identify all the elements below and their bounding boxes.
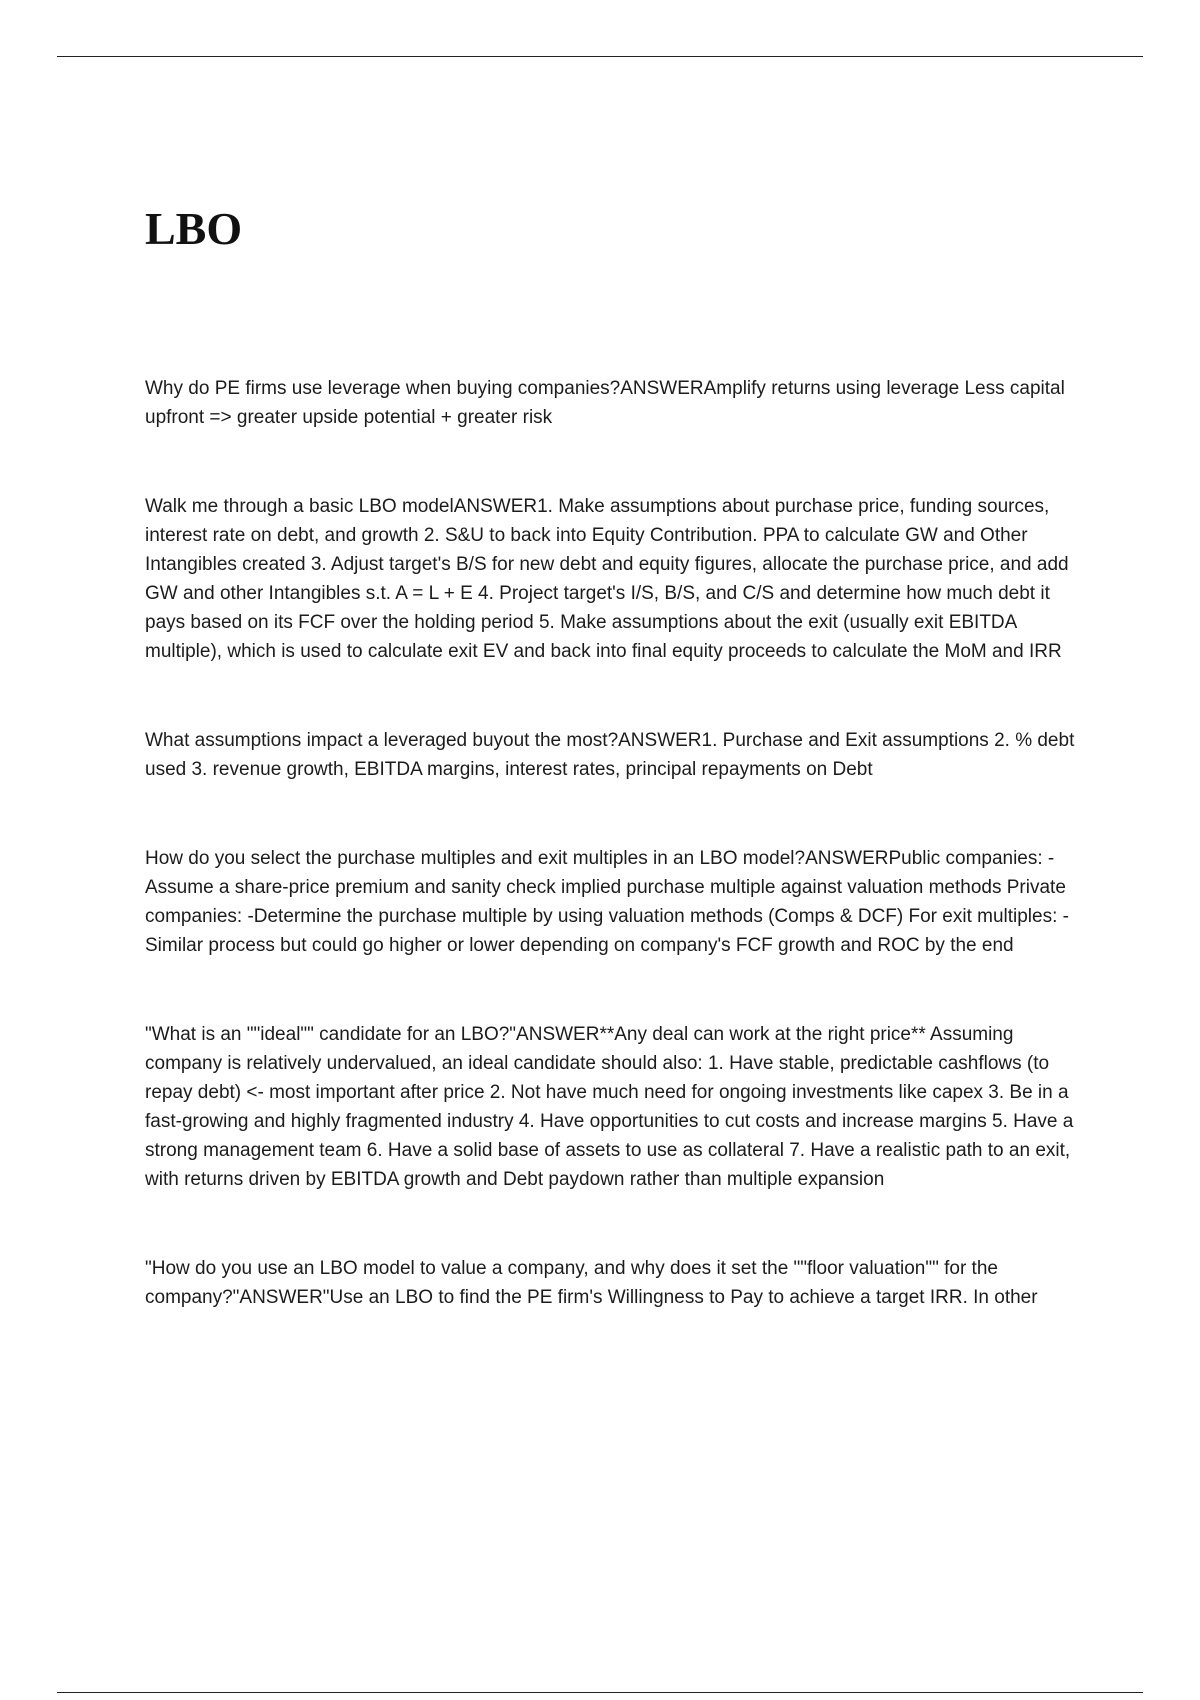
document-title: LBO	[145, 203, 243, 254]
qa-entry: "What is an ""ideal"" candidate for an LBO?"ANSWER**Any deal can work at the right price** Assuming company is relatively undervalued, an ideal candidate should also: 1. Have stable, predictable cashflows (to repay debt) <- most important after price 2. Not have much need for ongoing investments like capex 3. Be in a fast-growing and highly fragmented industry 4. Have opportunities to cut costs and increase margins 5. Have a strong management team 6. Have a solid base of assets to use as collateral 7. Have a realistic path to an exit, with returns driven by EBITDA growth and Debt paydown rather than multiple expansion	[145, 1024, 1074, 1190]
bottom-divider	[57, 1692, 1143, 1693]
qa-entry: Walk me through a basic LBO modelANSWER1. Make assumptions about purchase price, funding sources, interest rate on debt, and growth 2. S&U to back into Equity Contribution. PPA to calculate GW and Other Intangibles created 3. Adjust target's B/S for new debt and equity figures, allocate the purchase price, and add GW and other Intangibles s.t. A = L + E 4. Project target's I/S, B/S, and C/S and determine how much debt it pays based on its FCF over the holding period 5. Make assumptions about the exit (usually exit EBITDA multiple), which is used to calculate exit EV and back into final equity proceeds to calculate the MoM and IRR	[145, 496, 1069, 662]
qa-entry: Why do PE firms use leverage when buying companies?ANSWERAmplify returns using leverage Less capital upfront => greater upside potential + greater risk	[145, 378, 1065, 428]
top-divider	[57, 56, 1143, 57]
qa-entry: "How do you use an LBO model to value a company, and why does it set the ""floor valuation"" for the company?"ANSWER"Use an LBO to find the PE firm's Willingness to Pay to achieve a target IRR. In other	[145, 1258, 1038, 1308]
qa-entry: How do you select the purchase multiples and exit multiples in an LBO model?ANSWERPublic companies: -Assume a share-price premium and sanity check implied purchase multiple against valuation methods Private companies: -Determine the purchase multiple by using valuation methods (Comps & DCF) For exit multiples: -Similar process but could go higher or lower depending on company's FCF growth and ROC by the end	[145, 848, 1069, 956]
qa-entry: What assumptions impact a leveraged buyout the most?ANSWER1. Purchase and Exit assumptions 2. % debt used 3. revenue growth, EBITDA margins, interest rates, principal repayments on Debt	[145, 730, 1075, 780]
qa-list	[145, 374, 1090, 1372]
